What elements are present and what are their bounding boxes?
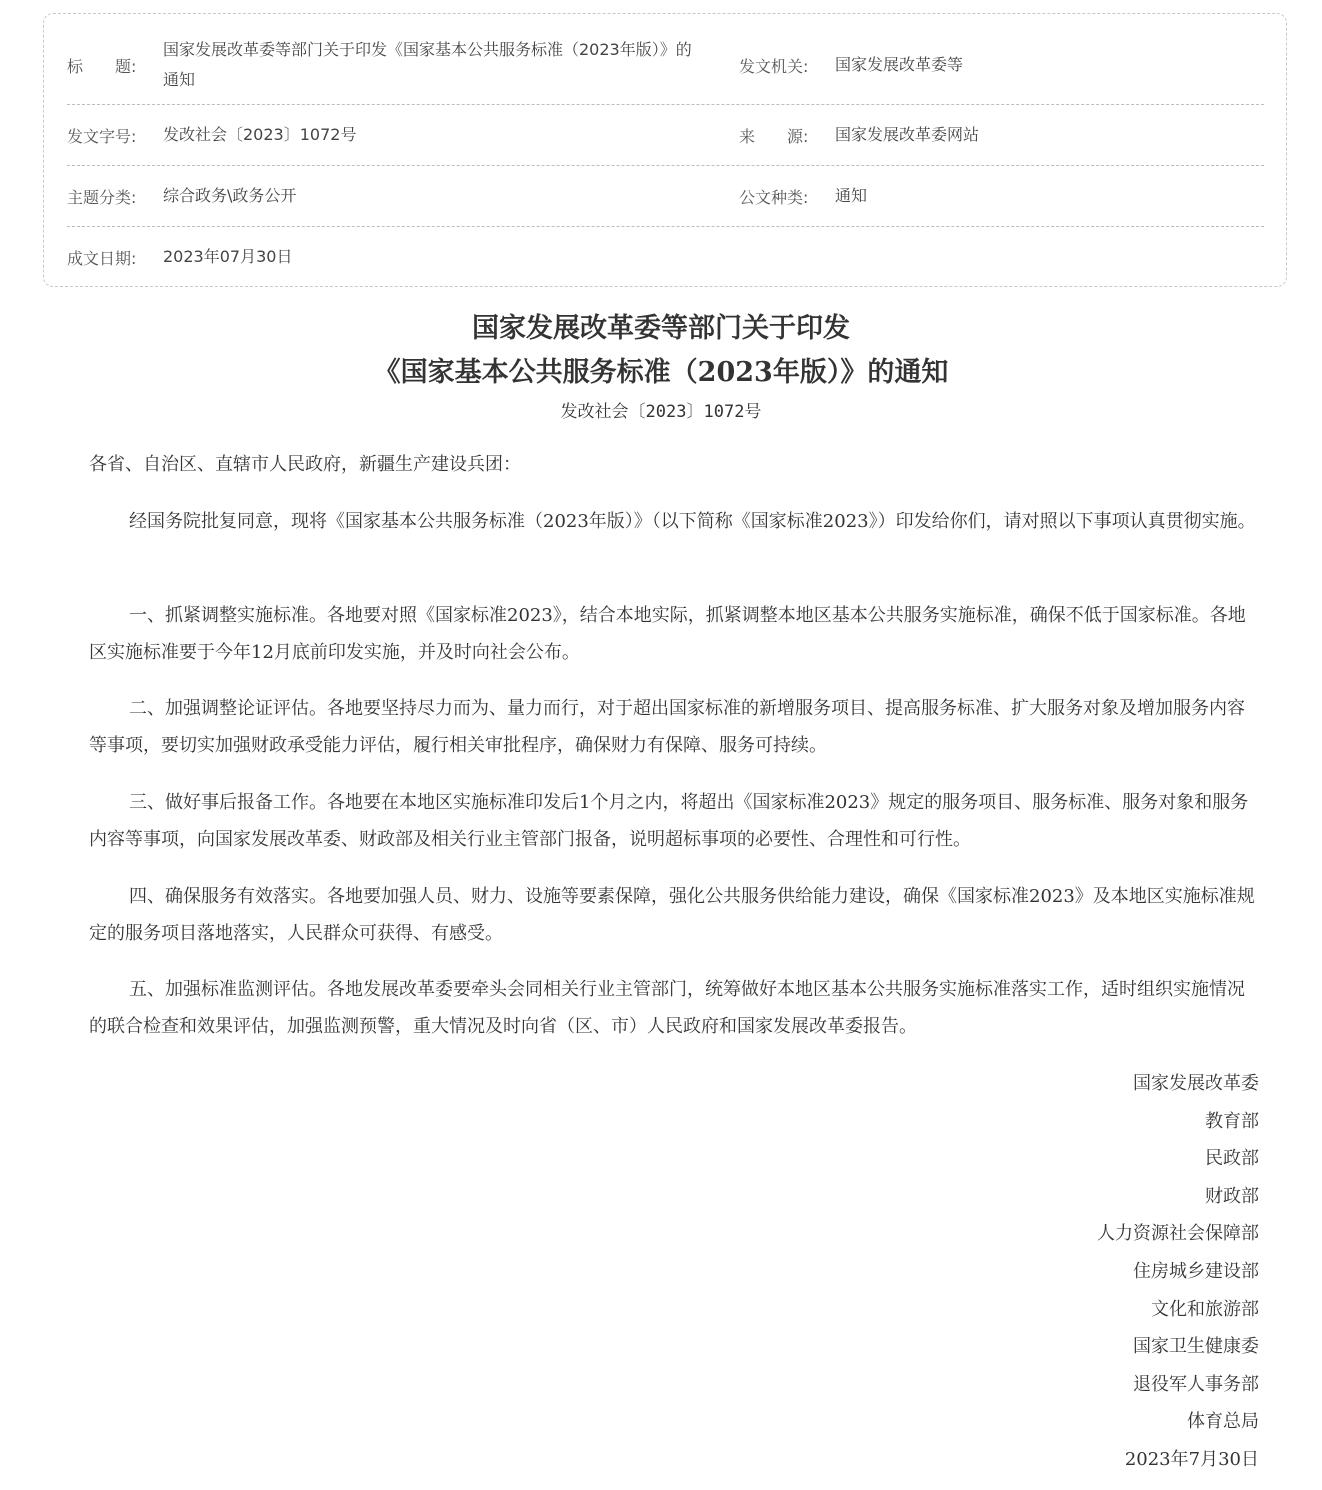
meta-type-label: 公文种类: (739, 187, 809, 207)
signer: 人力资源社会保障部 (1097, 1223, 1259, 1245)
signature-block (1097, 1065, 1259, 1479)
meta-category-value: 综合政务\政务公开 (163, 186, 297, 205)
meta-category-cell (67, 166, 707, 226)
meta-category-label: 主题分类: (67, 187, 137, 207)
document-title-line2: 《国家基本公共服务标准（2023年版）》的通知 (373, 357, 949, 388)
signer: 退役军人事务部 (1133, 1373, 1259, 1395)
signer: 财政部 (1205, 1185, 1259, 1207)
signer: 住房城乡建设部 (1133, 1260, 1259, 1282)
meta-row-category (67, 166, 1264, 227)
paragraph-item-4: 四、确保服务有效落实。各地要加强人员、财力、设施等要素保障，强化公共服务供给能力建设，确保《国家标准2023》及本地区实施标准规定的服务项目落地落实，人民群众可获得、有感受。 (89, 886, 1255, 944)
meta-docno-label: 发文字号: (67, 126, 137, 146)
meta-type-cell (739, 166, 1259, 226)
sign-date: 2023年7月30日 (1124, 1448, 1259, 1470)
salutation: 各省、自治区、直辖市人民政府，新疆生产建设兵团： (89, 454, 521, 475)
signer: 教育部 (1205, 1110, 1259, 1132)
paragraph-item-2: 二、加强调整论证评估。各地要坚持尽力而为、量力而行，对于超出国家标准的新增服务项目、提高服务标准、扩大服务对象及增加服务内容等事项，要切实加强财政承受能力评估，履行相关审批程序，确保财力有保障、服务可持续。 (89, 698, 1245, 756)
meta-source-value: 国家发展改革委网站 (835, 125, 980, 144)
meta-date-value: 2023年07月30日 (163, 247, 293, 266)
meta-title-label: 标 题: (67, 56, 137, 76)
signer: 体育总局 (1187, 1411, 1259, 1433)
meta-date-cell (67, 227, 707, 287)
paragraph-item-5: 五、加强标准监测评估。各地发展改革委要牵头会同相关行业主管部门，统筹做好本地区基本公共服务实施标准落实工作，适时组织实施情况的联合检查和效果评估，加强监测预警，重大情况及时向省（区、市）人民政府和国家发展改革委报告。 (89, 979, 1245, 1037)
signer: 国家发展改革委 (1133, 1073, 1259, 1094)
document-title-line1: 国家发展改革委等部门关于印发 (472, 313, 850, 344)
meta-row-date (67, 227, 1264, 287)
document-metadata-box (43, 13, 1287, 287)
meta-type-value: 通知 (835, 186, 868, 205)
signer: 国家卫生健康委 (1133, 1336, 1259, 1358)
meta-source-label: 来 源: (739, 126, 809, 146)
meta-issuer-label: 发文机关: (739, 56, 809, 76)
paragraph-item-1: 一、抓紧调整实施标准。各地要对照《国家标准2023》，结合本地实际，抓紧调整本地区基本公共服务实施标准，确保不低于国家标准。各地区实施标准要于今年12月底前印发实施，并及时向社会公布。 (89, 605, 1246, 663)
meta-row-title (67, 26, 1264, 105)
signer: 文化和旅游部 (1151, 1298, 1259, 1320)
paragraph-intro: 经国务院批复同意，现将《国家基本公共服务标准（2023年版）》（以下简称《国家标准2023》）印发给你们，请对照以下事项认真贯彻实施。 (129, 511, 1256, 532)
paragraph-item-3: 三、做好事后报备工作。各地要在本地区实施标准印发后1个月之内，将超出《国家标准2023》规定的服务项目、服务标准、服务对象和服务内容等事项，向国家发展改革委、财政部及相关行业主管部门报备，说明超标事项的必要性、合理性和可行性。 (89, 792, 1249, 850)
meta-source-cell (739, 105, 1259, 165)
meta-issuer-value: 国家发展改革委等 (835, 55, 964, 74)
meta-docno-cell (67, 105, 707, 165)
meta-title-cell (67, 26, 707, 104)
meta-issuer-cell (739, 26, 1259, 104)
meta-date-label: 成文日期: (67, 248, 137, 268)
signer: 民政部 (1205, 1148, 1259, 1170)
meta-docno-value: 发改社会〔2023〕1072号 (163, 125, 357, 144)
document-number: 发改社会〔2023〕1072号 (560, 402, 762, 422)
meta-title-value: 国家发展改革委等部门关于印发《国家基本公共服务标准（2023年版）》的通知 (163, 40, 692, 89)
meta-row-docno (67, 105, 1264, 166)
